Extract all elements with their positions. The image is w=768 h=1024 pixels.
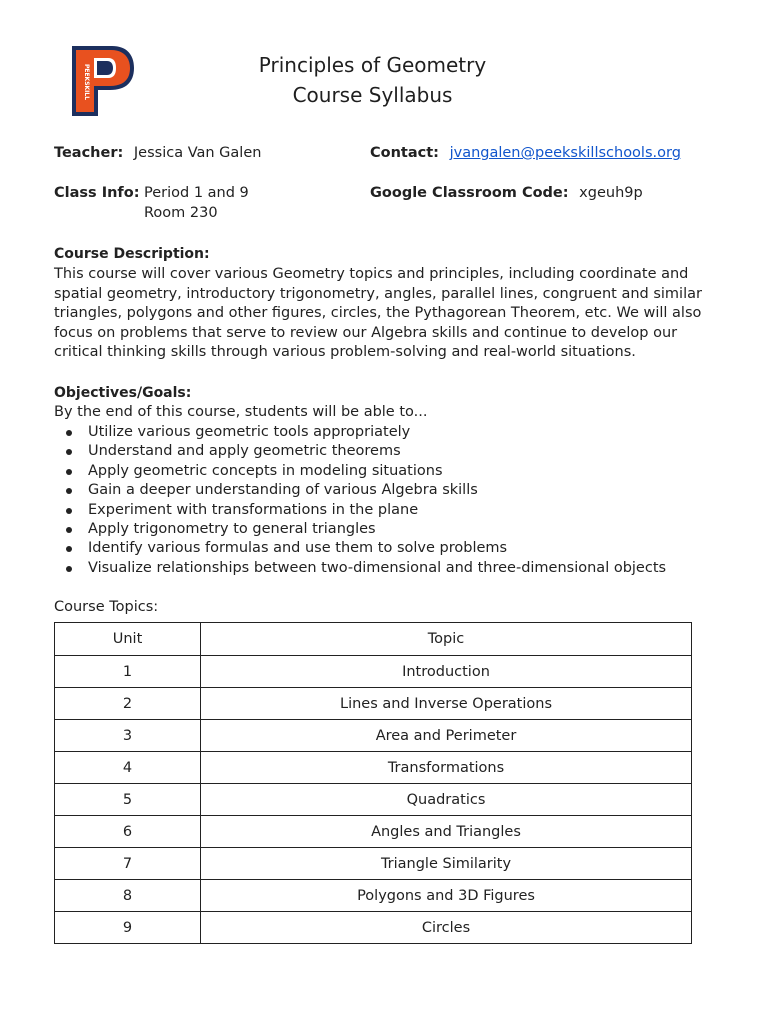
svg-text:PEEKSKILL: PEEKSKILL: [83, 63, 90, 101]
table-row: [55, 880, 692, 912]
classroom-row: [370, 183, 643, 203]
objective-item: Gain a deeper understanding of various Algebra skills: [54, 481, 666, 500]
table-row: [55, 688, 692, 720]
topic-cell: Transformations: [201, 752, 692, 784]
class-info-row: [54, 183, 140, 203]
class-period: Period 1 and 9: [144, 185, 249, 201]
title-line-1: Principles of Geometry: [258, 53, 487, 77]
topic-cell: Quadratics: [201, 784, 692, 816]
table-row: [55, 720, 692, 752]
class-room: Room 230: [144, 205, 218, 221]
table-row: [55, 912, 692, 944]
description-line: spatial geometry, introductory trigonometry, angles, parallel lines, congruent and similar: [54, 285, 702, 302]
unit-column-header: Unit: [55, 623, 201, 656]
topic-cell: Lines and Inverse Operations: [201, 688, 692, 720]
class-info-values: [144, 183, 249, 223]
class-info-label: Class Info:: [54, 185, 140, 201]
description-line: critical thinking skills through various problem-solving and real-world situations.: [54, 344, 636, 361]
table-row: [55, 784, 692, 816]
objective-item: Utilize various geometric tools appropriately: [54, 423, 666, 442]
objective-item: Apply geometric concepts in modeling situations: [54, 462, 666, 481]
school-logo: [68, 42, 136, 122]
objective-item: Apply trigonometry to general triangles: [54, 520, 666, 539]
classroom-code: xgeuh9p: [579, 185, 643, 201]
contact-row: [370, 143, 681, 163]
objective-item: Understand and apply geometric theorems: [54, 442, 666, 461]
description-line: triangles, polygons and other figures, circles, the Pythagorean Theorem, etc. We will also: [54, 305, 702, 322]
unit-cell: 9: [55, 912, 201, 944]
unit-cell: 6: [55, 816, 201, 848]
topics-table: [54, 622, 692, 944]
table-row: [55, 848, 692, 880]
contact-label: Contact:: [370, 145, 439, 161]
topic-cell: Circles: [201, 912, 692, 944]
objectives-list: [54, 423, 666, 578]
teacher-label: Teacher:: [54, 145, 124, 161]
objectives-heading: Objectives/Goals:: [54, 385, 192, 401]
objectives-intro: By the end of this course, students will be able to...: [54, 404, 428, 420]
table-row: [55, 752, 692, 784]
topic-column-header: Topic: [201, 623, 692, 656]
description-line: focus on problems that serve to review our Algebra skills and continue to develop our: [54, 324, 678, 341]
classroom-label: Google Classroom Code:: [370, 185, 569, 201]
objective-item: Visualize relationships between two-dimensional and three-dimensional objects: [54, 559, 666, 578]
table-row: [55, 656, 692, 688]
topic-cell: Area and Perimeter: [201, 720, 692, 752]
description-line: This course will cover various Geometry topics and principles, including coordinate and: [54, 266, 689, 282]
table-row: [55, 816, 692, 848]
page-title: [200, 50, 545, 110]
topic-cell: Introduction: [201, 656, 692, 688]
unit-cell: 7: [55, 848, 201, 880]
unit-cell: 3: [55, 720, 201, 752]
unit-cell: 5: [55, 784, 201, 816]
objective-item: Identify various formulas and use them to solve problems: [54, 539, 666, 558]
topic-cell: Angles and Triangles: [201, 816, 692, 848]
contact-email-link[interactable]: jvangalen@peekskillschools.org: [449, 145, 681, 161]
unit-cell: 8: [55, 880, 201, 912]
title-line-2: Course Syllabus: [292, 83, 453, 107]
objective-item: Experiment with transformations in the plane: [54, 501, 666, 520]
topics-heading: Course Topics:: [54, 599, 159, 615]
description-text: [54, 265, 734, 363]
topic-cell: Triangle Similarity: [201, 848, 692, 880]
topic-cell: Polygons and 3D Figures: [201, 880, 692, 912]
unit-cell: 1: [55, 656, 201, 688]
unit-cell: 2: [55, 688, 201, 720]
table-header-row: [55, 623, 692, 656]
description-heading: Course Description:: [54, 246, 210, 262]
teacher-name: Jessica Van Galen: [133, 145, 262, 161]
unit-cell: 4: [55, 752, 201, 784]
teacher-row: [54, 143, 261, 163]
